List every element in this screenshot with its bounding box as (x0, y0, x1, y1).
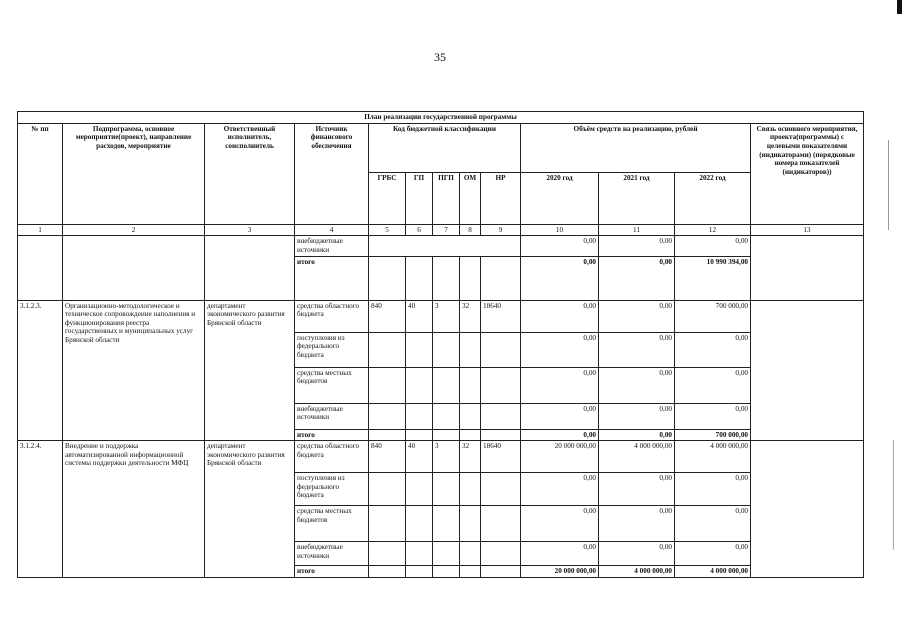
value-2020-cell: 0,00 (521, 367, 599, 403)
code-empty-cell (406, 473, 433, 506)
value-2020-cell: 20 000 000,00 (521, 441, 599, 473)
code-empty-cell (406, 566, 433, 578)
code-empty-cell (406, 542, 433, 566)
code-empty-cell (433, 566, 460, 578)
code-empty-cell (369, 236, 521, 256)
code-empty-cell (460, 332, 481, 367)
source-cell: итого (295, 566, 369, 578)
code-empty-cell (433, 367, 460, 403)
table-row (18, 441, 864, 473)
link-cell (751, 300, 864, 441)
value-2021-cell: 0,00 (599, 473, 675, 506)
header-subprogram: Подпрограмма, основное мероприятие(проект), направление расходов, мероприятие (63, 123, 205, 224)
header-num: № пп (18, 123, 63, 224)
code-empty-cell (460, 473, 481, 506)
value-2021-cell: 4 000 000,00 (599, 441, 675, 473)
code-empty-cell (369, 403, 406, 429)
source-cell: поступления из федерального бюджета (295, 473, 369, 506)
source-cell: итого (295, 256, 369, 300)
source-cell: средства местных бюджетов (295, 506, 369, 542)
header-link: Связь основного мероприятия, проекта(программы) с целевыми показателями (индикаторами) (порядковые номера показателей (индикаторов)) (751, 123, 864, 224)
value-2022-cell: 0,00 (675, 332, 751, 367)
column-number: 5 (369, 224, 406, 236)
column-number: 4 (295, 224, 369, 236)
header-volume: Объём средств на реализацию, рублей (521, 123, 751, 172)
om-cell: 32 (460, 300, 481, 332)
scan-edge-mark (897, 0, 902, 14)
header-budget-code: Код бюджетной классификации (369, 123, 521, 172)
executor-cell: департамент экономического развития Брянской области (205, 441, 295, 578)
grbs-cell: 840 (369, 300, 406, 332)
source-cell: средства областного бюджета (295, 300, 369, 332)
header-pgp: ПГП (433, 172, 460, 224)
measure-number-cell: 3.1.2.4. (18, 441, 63, 578)
code-empty-cell (481, 566, 521, 578)
np-cell: 18640 (481, 300, 521, 332)
source-cell: внебюджетные источники (295, 403, 369, 429)
header-source: Источник финансового обеспечения (295, 123, 369, 224)
column-number: 3 (205, 224, 295, 236)
column-number: 10 (521, 224, 599, 236)
value-2020-cell: 0,00 (521, 256, 599, 300)
code-empty-cell (433, 473, 460, 506)
value-2021-cell: 0,00 (599, 236, 675, 256)
code-empty-cell (433, 542, 460, 566)
column-number-row (18, 224, 864, 236)
value-2022-cell: 700 000,00 (675, 300, 751, 332)
value-2020-cell: 0,00 (521, 332, 599, 367)
source-cell: средства областного бюджета (295, 441, 369, 473)
value-2022-cell: 4 000 000,00 (675, 441, 751, 473)
measure-name-cell: Внедрение и поддержка автоматизированной информационной системы поддержки деятельности МФЦ (63, 441, 205, 578)
column-number: 1 (18, 224, 63, 236)
column-number: 9 (481, 224, 521, 236)
code-empty-cell (460, 566, 481, 578)
code-empty-cell (460, 429, 481, 441)
gp-cell: 40 (406, 300, 433, 332)
table-row (18, 236, 864, 256)
header-executor: Ответственный исполнитель, соисполнитель (205, 123, 295, 224)
header-grbs: ГРБС (369, 172, 406, 224)
code-empty-cell (406, 506, 433, 542)
value-2021-cell: 0,00 (599, 367, 675, 403)
source-cell: средства местных бюджетов (295, 367, 369, 403)
code-empty-cell (369, 566, 406, 578)
code-empty-cell (433, 332, 460, 367)
table-title: План реализации государственной программы (18, 112, 864, 124)
value-2021-cell: 0,00 (599, 403, 675, 429)
header-gp: ГП (406, 172, 433, 224)
pgp-cell: 3 (433, 441, 460, 473)
value-2022-cell: 0,00 (675, 542, 751, 566)
code-empty-cell (406, 332, 433, 367)
np-cell: 18640 (481, 441, 521, 473)
code-empty-cell (369, 367, 406, 403)
value-2022-cell: 0,00 (675, 367, 751, 403)
code-empty-cell (460, 506, 481, 542)
value-2021-cell: 0,00 (599, 256, 675, 300)
code-empty-cell (369, 506, 406, 542)
code-empty-cell (433, 506, 460, 542)
value-2020-cell: 0,00 (521, 403, 599, 429)
code-empty-cell (369, 256, 406, 300)
link-cell (751, 441, 864, 578)
value-2022-cell: 0,00 (675, 473, 751, 506)
source-cell: внебюджетные источники (295, 542, 369, 566)
value-2021-cell: 0,00 (599, 429, 675, 441)
code-empty-cell (369, 429, 406, 441)
code-empty-cell (481, 256, 521, 300)
code-empty-cell (406, 256, 433, 300)
value-2021-cell: 4 000 000,00 (599, 566, 675, 578)
value-2022-cell: 0,00 (675, 506, 751, 542)
code-empty-cell (406, 367, 433, 403)
value-2020-cell: 0,00 (521, 300, 599, 332)
code-empty-cell (460, 403, 481, 429)
code-empty-cell (460, 256, 481, 300)
value-2022-cell: 0,00 (675, 403, 751, 429)
code-empty-cell (433, 403, 460, 429)
value-2022-cell: 700 000,00 (675, 429, 751, 441)
value-2022-cell: 10 990 394,00 (675, 256, 751, 300)
value-2020-cell: 0,00 (521, 236, 599, 256)
source-cell: внебюджетные источники (295, 236, 369, 256)
code-empty-cell (433, 429, 460, 441)
page-number: 35 (434, 50, 446, 64)
code-empty-cell (433, 256, 460, 300)
code-empty-cell (460, 367, 481, 403)
source-cell: поступления из федерального бюджета (295, 332, 369, 367)
code-empty-cell (460, 542, 481, 566)
value-2020-cell: 0,00 (521, 473, 599, 506)
table-row (18, 300, 864, 332)
gp-cell: 40 (406, 441, 433, 473)
measure-name-cell: Организационно-методологическое и техническое сопровождение наполнения и функционирования реестра государственных и муниципальных услуг Брянской области (63, 300, 205, 441)
code-empty-cell (369, 473, 406, 506)
code-empty-cell (406, 429, 433, 441)
om-cell: 32 (460, 441, 481, 473)
value-2022-cell: 0,00 (675, 236, 751, 256)
column-number: 6 (406, 224, 433, 236)
cont-num-cell (18, 236, 63, 300)
value-2020-cell: 0,00 (521, 429, 599, 441)
code-empty-cell (481, 473, 521, 506)
column-number: 8 (460, 224, 481, 236)
pgp-cell: 3 (433, 300, 460, 332)
code-empty-cell (481, 506, 521, 542)
column-number: 12 (675, 224, 751, 236)
cont-executor-cell (205, 236, 295, 300)
program-plan-table (17, 111, 864, 578)
header-2021: 2021 год (599, 172, 675, 224)
header-np: НР (481, 172, 521, 224)
source-cell: итого (295, 429, 369, 441)
code-empty-cell (481, 429, 521, 441)
code-empty-cell (369, 542, 406, 566)
code-empty-cell (481, 367, 521, 403)
column-number: 2 (63, 224, 205, 236)
header-2022: 2022 год (675, 172, 751, 224)
link-cell (751, 236, 864, 300)
header-2020: 2020 год (521, 172, 599, 224)
cont-name-cell (63, 236, 205, 300)
code-empty-cell (369, 332, 406, 367)
header-om: ОМ (460, 172, 481, 224)
grbs-cell: 840 (369, 441, 406, 473)
value-2022-cell: 4 000 000,00 (675, 566, 751, 578)
value-2020-cell: 0,00 (521, 542, 599, 566)
code-empty-cell (406, 403, 433, 429)
executor-cell: департамент экономического развития Брянской области (205, 300, 295, 441)
value-2021-cell: 0,00 (599, 542, 675, 566)
column-number: 7 (433, 224, 460, 236)
code-empty-cell (481, 542, 521, 566)
measure-number-cell: 3.1.2.3. (18, 300, 63, 441)
code-empty-cell (481, 332, 521, 367)
scan-edge-line (888, 140, 889, 230)
value-2020-cell: 0,00 (521, 506, 599, 542)
column-number: 13 (751, 224, 864, 236)
value-2021-cell: 0,00 (599, 332, 675, 367)
scan-edge-line (893, 440, 894, 550)
code-empty-cell (481, 403, 521, 429)
value-2021-cell: 0,00 (599, 506, 675, 542)
column-number: 11 (599, 224, 675, 236)
value-2021-cell: 0,00 (599, 300, 675, 332)
value-2020-cell: 20 000 000,00 (521, 566, 599, 578)
